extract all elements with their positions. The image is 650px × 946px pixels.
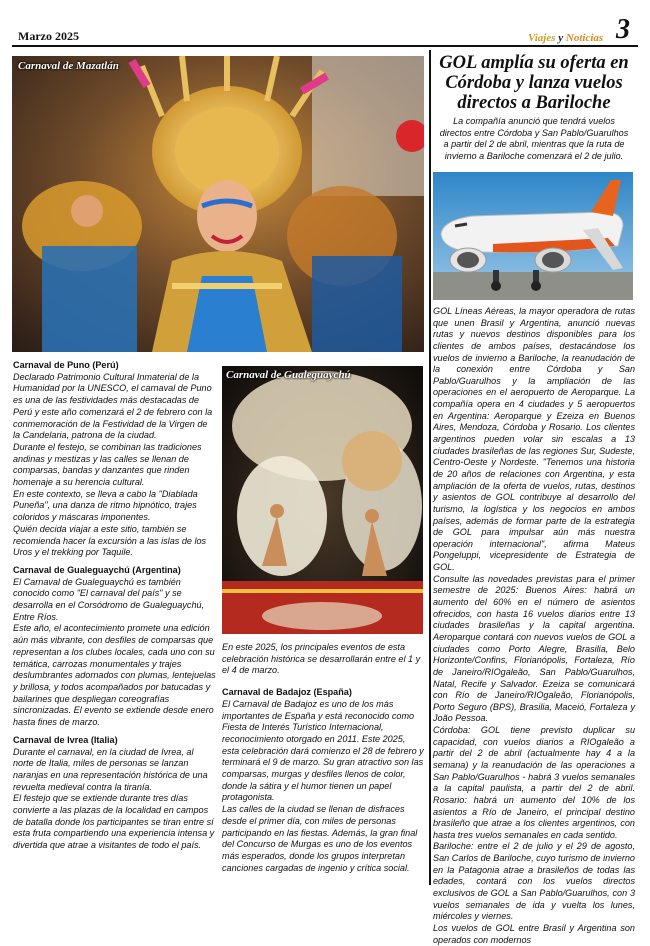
column-divider	[429, 50, 431, 885]
page-number: 3	[616, 14, 630, 45]
gol-article-lead: La compañía anunció que tendrá vuelos directos entre Córdoba y San Pablo/Guarulhos a partir del 2 de abril, mientras que la ruta de invierno a Bariloche comenzará el 2 de julio.	[439, 116, 629, 161]
publication-brand	[528, 32, 603, 44]
gol-paragraph: Bariloche: entre el 2 de julio y el 29 de agosto, San Carlos de Bariloche, cuyo turismo de invierno en la Patagonia atrae a brasileños de todas las edades, contará con los vuelos directos exclusivos de GOL a San Pablo/Guarulhos, con 3 vuelos semanales de ida y vuelta los lunes, miércoles y viernes.	[433, 841, 635, 922]
gol-article-title: GOL amplía su oferta en Córdoba y lanza vuelos directos a Bariloche	[439, 53, 629, 113]
gualeguaychu-photo	[222, 366, 423, 634]
gualeguaychu-continuation: En este 2025, los principales eventos de esta celebración histórica se desarrollarán entre el 1 y el 4 de marzo.	[222, 642, 421, 676]
badajoz-paragraph: El Carnaval de Badajoz es uno de los más importantes de España y está reconocido como Fiesta de Interés Turístico Internacional, reconocimiento otorgado en 2011. Este 2025, esta celebración dará comienzo el 28 de febrero y terminará el 9 de marzo. Su gran atractivo son las comparsas, murgas y desfiles llenos de color, donde la sátira y el humor tienen un papel protagonista.	[222, 698, 424, 803]
gualeguaychu-heading: Carnaval de Gualeguaychú (Argentina)	[13, 564, 181, 575]
brand-word-viajes: Viajes	[528, 32, 556, 44]
gol-airplane-photo	[433, 172, 633, 300]
left-column	[13, 360, 216, 852]
badajoz-paragraph: Las calles de la ciudad se llenan de disfraces desde el primer día, con miles de personas participando en las fiestas. Además, la gran final del Concurso de Murgas es uno de los eventos más esperados, donde los grupos interpretan canciones cargadas de ingenio y crítica social.	[222, 804, 418, 873]
gualeguaychu-paragraph: El Carnaval de Gualeguaychú es también conocido como "El carnaval del país" y se desarrolla en el Corsódromo de Gualeguaychú, Entre Ríos.	[13, 576, 205, 622]
gol-paragraph: Los vuelos de GOL entre Brasil y Argentina son operados con modernos	[433, 922, 635, 945]
issue-date: Marzo 2025	[18, 29, 79, 43]
gol-paragraph: Córdoba: GOL tiene previsto duplicar su capacidad, con vuelos diarios a RIOgaleão a partir del 2 de abril (actualmente hay 4 a la semana) y la reanudación de las operaciones a San Pablo/Guarulhos - habrá 3 vuelos semanales a la capital paulista, a partir del 2 de abril. Rosario: habrá un aumento del 10% de los asientos a Río de Janeiro, el principal destino brasileño que atrae a los clientes argentinos, con hasta tres vuelos semanales en cada sentido.	[433, 725, 635, 840]
brand-word-y: y	[558, 32, 564, 44]
header-rule	[12, 45, 638, 47]
brand-word-noticias: Noticias	[565, 32, 604, 44]
gualeguaychu-paragraph: Este año, el acontecimiento promete una edición aún más vibrante, con desfiles de comparsas que representan a los clubes locales, cada uno con su temática, carrozas monumentales y trajes deslumbrantes adornados con plumas, lentejuelas y brillosa, y todos acompañados por batucadas y bailarines que despliegan coreografías sincronizadas. El evento se extiende desde enero hasta fines de marzo.	[13, 623, 216, 728]
puno-heading: Carnaval de Puno (Perú)	[13, 360, 119, 370]
badajoz-heading: Carnaval de Badajoz (España)	[222, 687, 352, 698]
ivrea-paragraph: El festejo que se extiende durante tres días convierte a las plazas de la localidad en campos de batalla donde los participantes se tiran entre sí esta fruta compartiendo una experiencia intensa y divertida que atrae a visitantes de todo el país.	[13, 793, 215, 851]
gualeguaychu-caption: Carnaval de Gualeguaychú	[226, 369, 351, 381]
puno-paragraph: Durante el festejo, se combinan las tradiciones andinas y mestizas y las calles se llenan de comparsas, bandas y danzantes que rinden homenaje a su herencia cultural.	[13, 441, 202, 488]
puno-paragraph: En este contexto, se lleva a cabo la "Diablada Puneña", una danza de ritmo hipnótico, trajes coloridos y máscaras imponentes.	[13, 488, 198, 523]
middle-column	[222, 642, 424, 874]
gol-paragraph: GOL Líneas Aéreas, la mayor operadora de rutas que unen Brasil y Argentina, anunció nuevas rutas y nuevos destinos disponibles para los clientes de ambos países, destacándose los vuelos de invierno a Bariloche, la reanudación de la conexión entre Córdoba y San Pablo/Guarulhos y la ampliación de las operaciones en el aeropuerto de Aeroparque. La compañía opera en 4 ciudades y 5 aeropuertos en Argentina: Aeroparque y Ezeiza en Buenos Aires, Mendoza, Córdoba y Rosario. Los clientes argentinos pueden volar sin escalas a 13 ciudades brasileñas de las regiones Sur, Sudeste, Centro-Oeste y Nordeste. "Tenemos una historia de 20 años de relaciones con Argentina, y esta ampliación de la oferta de vuelos, rutas, destinos y asientos de GOL contribuye al desarrollo del turismo, la logística y los negocios en ambos países, además de formar parte de la estrategia de GOL para impulsar aún más nuestra operación internacional", afirma Mateus Pongeluppi, vicepresidente de Estrategia de GOL.	[433, 306, 635, 573]
gol-paragraph: Consulte las novedades previstas para el primer semestre de 2025: Buenos Aires: habrá un aumento del 60% en el número de asientos ofrecidos, con hasta 16 vuelos diarios entre 13 ciudades brasileñas y la capital argentina. Aeroparque contará con nuevos vuelos de GOL a ciudades como Porto Alegre, Brasilia, Belo Horizonte/Confins, Florianópolis, Fortaleza, Río de Janeiro/RIOgaleão, San Pablo/Guarulhos, Natal, Recife y Salvador. Ezeiza se comunicará con Río de Janeiro/RIOgaleão, Florianópolis, Porto Seguro (BPS), Brasilia, Maceió, Fortaleza y João Pessoa.	[433, 573, 635, 724]
ivrea-paragraph: Durante el carnaval, en la ciudad de Ivrea, al norte de Italia, miles de personas se lanzan naranjas en una representación histórica de una revuelta medieval contra la tiranía.	[13, 746, 208, 792]
ivrea-heading: Carnaval de Ivrea (Italia)	[13, 734, 118, 745]
mazatlan-photo	[12, 56, 424, 352]
puno-paragraph: Declarado Patrimonio Cultural Inmaterial de la Humanidad por la UNESCO, el carnaval de Puno es una de las festividades más destacadas de Perú y este año comenzará el 2 de febrero con la conmemoración de la Festividad de la Virgen de la Candelaria, patrona de la ciudad.	[13, 371, 213, 441]
gol-article-body	[433, 306, 635, 946]
puno-paragraph: Quién decida viajar a este sitio, también se recomienda hacer la excursión a las islas de los Uros y el trekking por Taquile.	[13, 523, 207, 558]
mazatlan-caption: Carnaval de Mazatlán	[18, 60, 119, 72]
